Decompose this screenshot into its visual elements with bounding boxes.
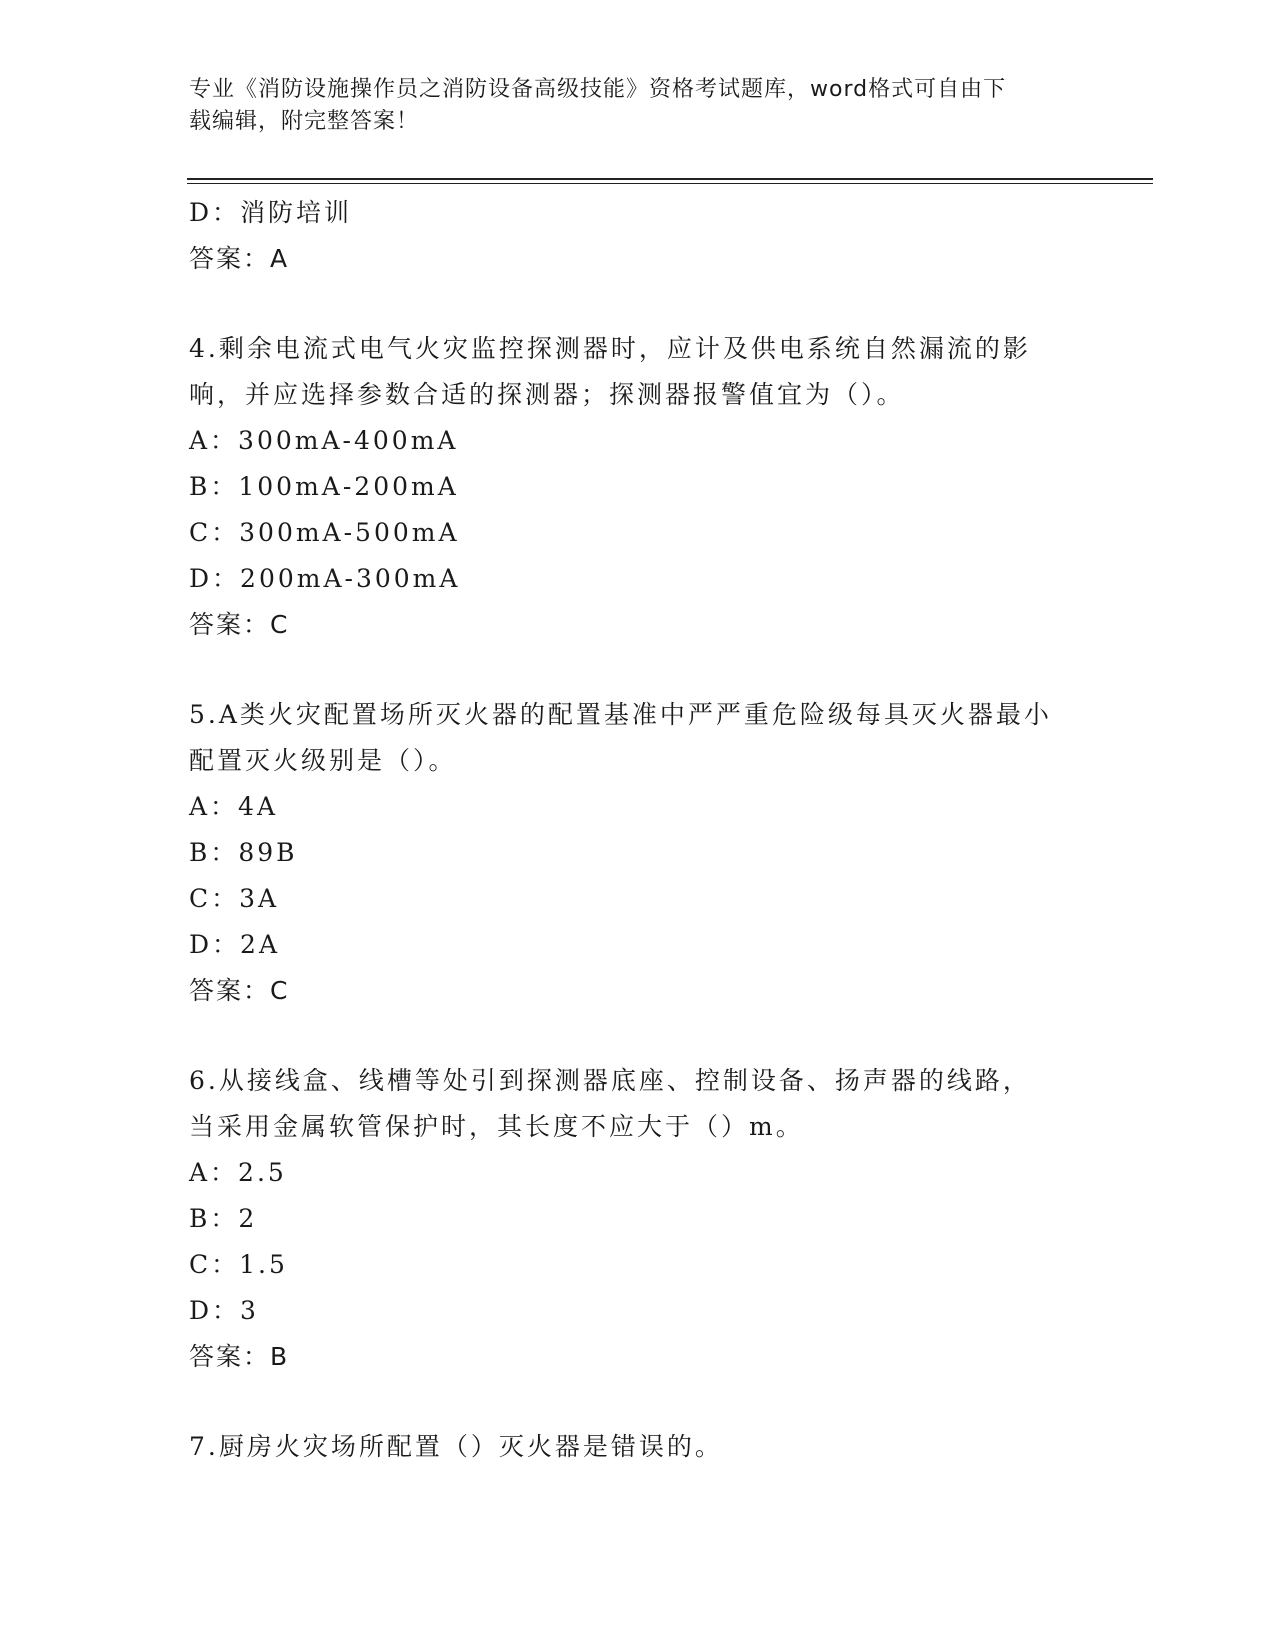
prev-answer: 答案：A [189,244,290,273]
option-d: D：200mA-300mA [189,564,461,593]
question-list [189,190,1089,1470]
answer: 答案：C [189,610,290,639]
question-5 [189,692,1089,1014]
option-a: A：300mA-400mA [189,426,459,455]
question-4 [189,326,1089,648]
question-6 [189,1058,1089,1380]
option-c: C：300mA-500mA [189,518,460,547]
header-line-2: 载编辑，附完整答案！ [189,109,420,134]
option-b: B：89B [189,838,298,867]
question-stem-line: 当采用金属软管保护时，其长度不应大于（）m。 [189,1112,804,1141]
question-stem-line: 配置灭火级别是（）。 [189,746,457,775]
question-7 [189,1424,1089,1470]
option-a: A：4A [189,792,279,821]
option-c: C：1.5 [189,1250,288,1279]
answer: 答案：C [189,976,290,1005]
question-stem-line: 响，并应选择参数合适的探测器；探测器报警值宜为（）。 [189,380,905,409]
page-header [189,74,1089,138]
prev-option-d: D：消防培训 [189,198,353,227]
option-d: D：2A [189,930,281,959]
answer: 答案：B [189,1342,290,1371]
option-d: D：3 [189,1296,259,1325]
header-divider-thick [187,178,1153,180]
header-line-1: 专业《消防设施操作员之消防设备高级技能》资格考试题库，word格式可自由下 [189,77,1007,102]
header-divider-thin [187,183,1153,184]
question-stem-line: 5.A类火灾配置场所灭火器的配置基准中严严重危险级每具灭火器最小 [189,700,1052,729]
option-a: A：2.5 [189,1158,287,1187]
question-stem-line: 6.从接线盒、线槽等处引到探测器底座、控制设备、扬声器的线路， [189,1066,1031,1095]
question-stem-line: 7.厨房火灾场所配置（）灭火器是错误的。 [189,1432,723,1461]
option-b: B：2 [189,1204,258,1233]
option-c: C：3A [189,884,280,913]
option-b: B：100mA-200mA [189,472,459,501]
question-stem-line: 4.剩余电流式电气火灾监控探测器时，应计及供电系统自然漏流的影 [189,334,1031,363]
